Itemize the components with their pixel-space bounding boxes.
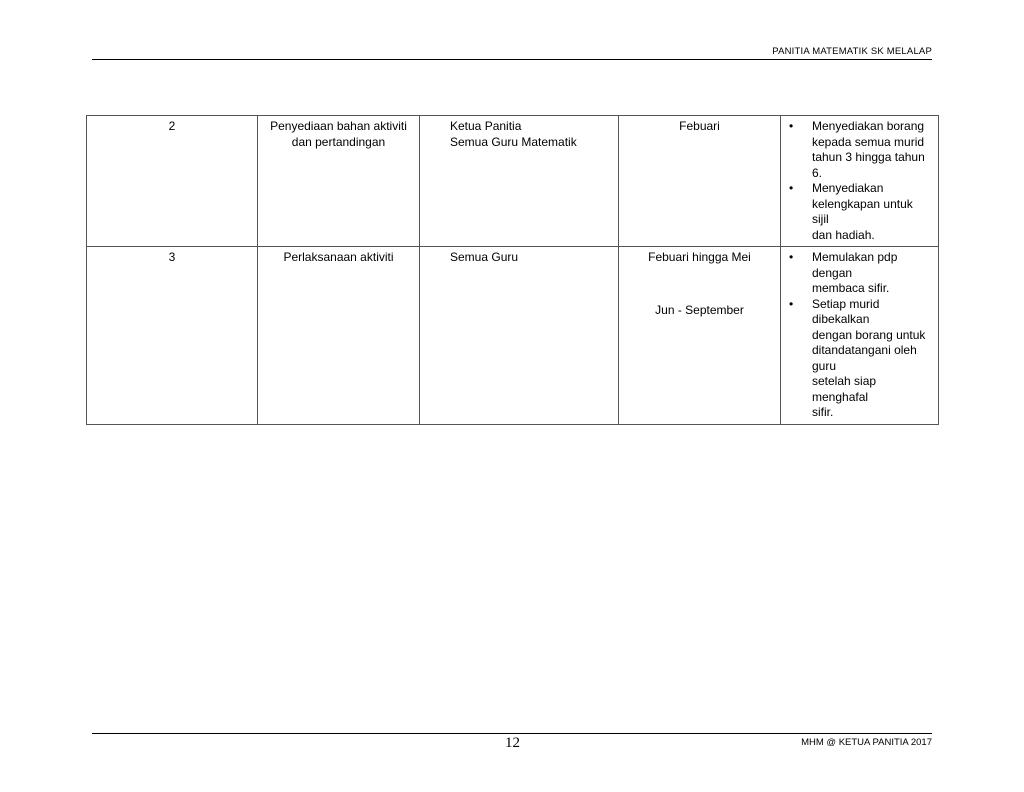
bullet-icon: • xyxy=(789,181,794,195)
note-line: Memulakan pdp dengan xyxy=(812,250,898,280)
note-line: kelengkapan untuk sijil xyxy=(812,196,913,226)
row-number: 2 xyxy=(87,116,258,247)
time-line: Jun - September xyxy=(655,302,744,317)
note-line: Setiap murid dibekalkan xyxy=(812,296,880,326)
note-line: setelah siap menghafal xyxy=(812,374,877,404)
list-item xyxy=(787,119,932,181)
notes-cell xyxy=(781,247,939,425)
note-line: dan hadiah. xyxy=(812,227,875,242)
responsible-line: Semua Guru xyxy=(450,250,519,264)
bullet-icon: • xyxy=(789,119,794,133)
responsible-line: Semua Guru Matematik xyxy=(450,134,577,149)
page-header-title: PANITIA MATEMATIK SK MELALAP xyxy=(772,46,932,57)
table-row xyxy=(87,247,939,425)
note-line: sifir. xyxy=(812,405,834,419)
responsible-line: Ketua Panitia xyxy=(450,119,522,133)
responsible-cell xyxy=(420,247,619,425)
time-cell xyxy=(619,116,781,247)
bullet-icon: • xyxy=(789,296,794,311)
note-line: Menyediakan xyxy=(812,181,884,195)
time-line: Febuari xyxy=(679,119,720,133)
page-number: 12 xyxy=(505,735,520,751)
footer-text: MHM @ KETUA PANITIA 2017 xyxy=(801,737,932,748)
note-line: membaca sifir. xyxy=(812,281,890,295)
notes-cell xyxy=(781,116,939,247)
responsible-cell xyxy=(420,116,619,247)
note-line: ditandatangani oleh guru xyxy=(812,343,917,373)
notes-list xyxy=(787,119,932,243)
activity-plan-table xyxy=(86,115,939,425)
row-number: 3 xyxy=(87,247,258,425)
note-line: tahun 3 hingga tahun 6. xyxy=(812,150,925,180)
header-divider xyxy=(92,59,932,60)
note-line: kepada semua murid xyxy=(812,134,925,149)
note-line: Menyediakan borang xyxy=(812,119,925,133)
list-item xyxy=(787,297,932,421)
activity-line: Perlaksanaan aktiviti xyxy=(283,250,394,264)
notes-list xyxy=(787,250,932,421)
bullet-icon: • xyxy=(789,250,794,264)
table-row xyxy=(87,116,939,247)
list-item xyxy=(787,181,932,243)
footer-divider xyxy=(92,733,932,734)
spacer xyxy=(625,266,774,303)
activity-cell xyxy=(258,247,420,425)
list-item xyxy=(787,250,932,297)
activity-cell xyxy=(258,116,420,247)
note-line: dengan borang untuk xyxy=(812,327,926,342)
activity-line: dan pertandingan xyxy=(291,134,386,149)
activity-line: Penyediaan bahan aktiviti xyxy=(270,119,407,133)
time-cell xyxy=(619,247,781,425)
time-line: Febuari hingga Mei xyxy=(648,250,751,264)
